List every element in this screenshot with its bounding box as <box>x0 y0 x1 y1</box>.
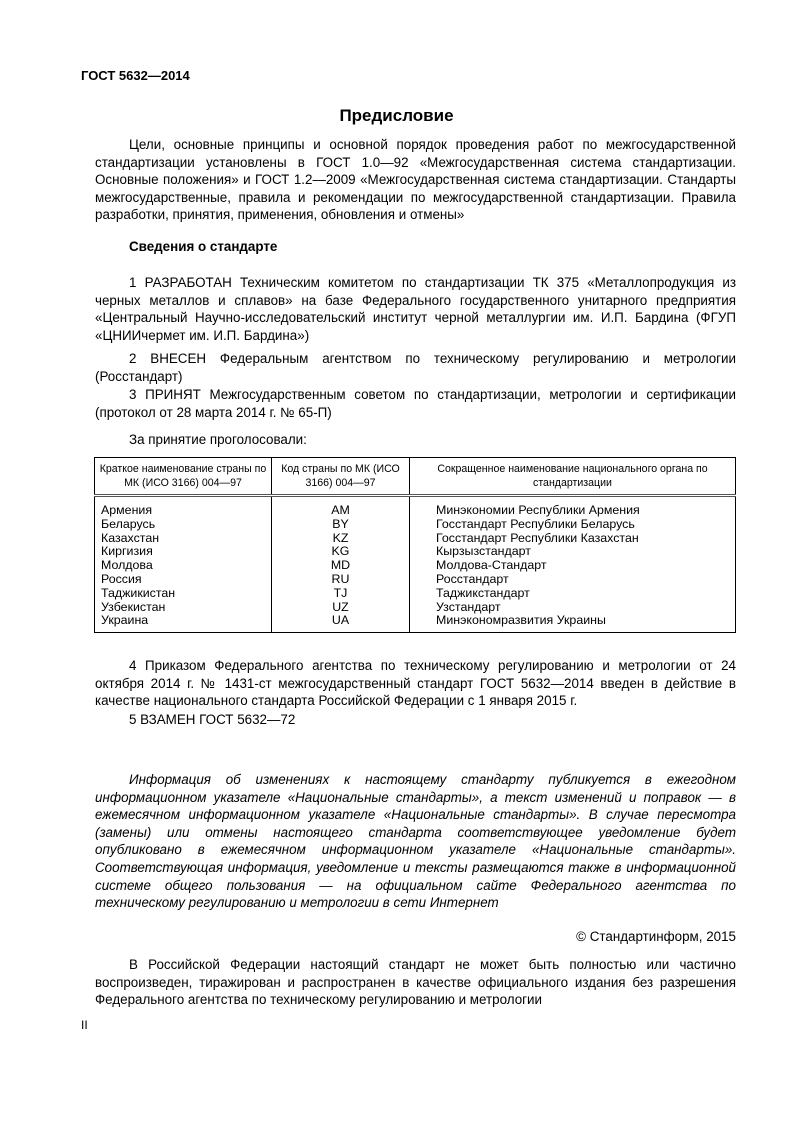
table-row <box>95 601 736 615</box>
table-row <box>95 559 736 573</box>
item-3-text: 3 ПРИНЯТ Межгосударственным советом по стандартизации, метрологии и сертификации (протокол от 28 марта 2014 г. № 65-П) <box>95 387 736 420</box>
country-code-cell: UZ <box>272 601 410 615</box>
restriction-paragraph <box>95 956 736 1009</box>
country-code-cell: AM <box>272 496 410 518</box>
country-code-cell: UA <box>272 614 410 632</box>
section-heading: Сведения о стандарте <box>129 239 278 254</box>
page-number: II <box>81 1018 88 1032</box>
table-row <box>95 518 736 532</box>
item-1 <box>95 274 736 344</box>
item-4 <box>95 657 736 710</box>
voting-table <box>94 457 736 633</box>
country-code-cell: RU <box>272 573 410 587</box>
national-body-cell: Таджикстандарт <box>436 585 530 600</box>
country-name-cell: Украина <box>95 614 272 632</box>
header-country-code: Код страны по МК (ИСО 3166) 004—97 <box>272 458 410 496</box>
national-body-cell: Минэкономразвития Украины <box>436 613 606 628</box>
item-1-text: 1 РАЗРАБОТАН Техническим комитетом по стандартизации ТК 375 «Металлопродукция из черных металлов и сплавов» на базе Федерального государственного унитарного предприятия «Центральный Научно-исследовательский институт черной металлургии им. И.П. Бардина (ФГУП «ЦНИИчермет им. И.П. Бардина») <box>95 275 736 343</box>
country-name-cell: Россия <box>95 573 272 587</box>
country-name-cell: Таджикистан <box>95 587 272 601</box>
restriction-text: В Российской Федерации настоящий стандарт не может быть полностью или частично воспроизведен, тиражирован и распространен в качестве официального издания без разрешения Федерального агентства по техническому регулированию и метрологии <box>95 957 736 1008</box>
vote-label: За принятие проголосовали: <box>129 432 307 447</box>
country-code-cell: KG <box>272 545 410 559</box>
table-row <box>95 532 736 546</box>
table-row <box>95 587 736 601</box>
item-4-text: 4 Приказом Федерального агентства по техническому регулированию и метрологии от 24 октября 2014 г. № 1431-ст межгосударственный стандарт ГОСТ 5632—2014 введен в действие в качестве национального стандарта Российской Федерации с 1 января 2015 г. <box>95 658 736 709</box>
country-name-cell: Киргизия <box>95 545 272 559</box>
country-code-cell: BY <box>272 518 410 532</box>
item-2-text: 2 ВНЕСЕН Федеральным агентством по техническому регулированию и метрологии (Росстандарт) <box>95 351 736 384</box>
country-name-cell: Армения <box>95 496 272 518</box>
header-country-name: Краткое наименование страны по МК (ИСО 3166) 004—97 <box>95 458 272 496</box>
table-header-row <box>95 458 736 496</box>
national-body-cell: Госстандарт Республики Казахстан <box>436 530 639 545</box>
country-code-cell: KZ <box>272 532 410 546</box>
national-body-cell: Минэкономии Республики Армения <box>436 503 640 517</box>
country-name-cell: Казахстан <box>95 532 272 546</box>
notice-paragraph <box>95 771 736 912</box>
national-body-cell: Госстандарт Республики Беларусь <box>436 516 635 531</box>
page-title: Предисловие <box>339 106 454 125</box>
header-national-body: Сокращенное наименование национального органа по стандартизации <box>410 458 736 496</box>
national-body-cell: Кырзызстандарт <box>436 544 531 559</box>
copyright: © Стандартинформ, 2015 <box>576 929 736 944</box>
intro-paragraph <box>95 136 736 224</box>
item-3 <box>95 386 736 421</box>
intro-text: Цели, основные принципы и основной порядок проведения работ по межгосударственной стандартизации установлены в ГОСТ 1.0—92 «Межгосударственная система стандартизации. Основные положения» и ГОСТ 1.2—2009 «Межгосударственная система стандартизации. Стандарты межгосударственные, правила и рекомендации по межгосударственной стандартизации. Правила разработки, принятия, применения, обновления и отмены» <box>95 137 736 223</box>
country-code-cell: TJ <box>272 587 410 601</box>
national-body-cell: Росстандарт <box>436 571 509 586</box>
notice-text: Информация об изменениях к настоящему стандарту публикуется в ежегодном информационном указателе «Национальные стандарты», а текст изменений и поправок — в ежемесячном информационном указателе «Национальные стандарты». В случае пересмотра (замены) или отмены настоящего стандарта соответствующее уведомление будет опубликовано в ежемесячном информационном указателе «Национальные стандарты». Соответствующая информация, уведомление и тексты размещаются также в информационной системе общего пользования — на официальном сайте Федерального агентства по техническому регулированию и метрологии в сети Интернет <box>95 772 736 911</box>
item-5 <box>95 711 736 729</box>
item-5-text: 5 ВЗАМЕН ГОСТ 5632—72 <box>129 712 296 727</box>
national-body-cell: Молдова-Стандарт <box>436 558 547 573</box>
table-row <box>95 573 736 587</box>
national-body-cell: Узстандарт <box>436 599 501 614</box>
country-name-cell: Беларусь <box>95 518 272 532</box>
table-row <box>95 614 736 632</box>
table-row <box>95 545 736 559</box>
item-2 <box>95 350 736 385</box>
country-name-cell: Узбекистан <box>95 601 272 615</box>
country-name-cell: Молдова <box>95 559 272 573</box>
document-id: ГОСТ 5632—2014 <box>81 68 190 83</box>
table-row <box>95 496 736 518</box>
country-code-cell: MD <box>272 559 410 573</box>
